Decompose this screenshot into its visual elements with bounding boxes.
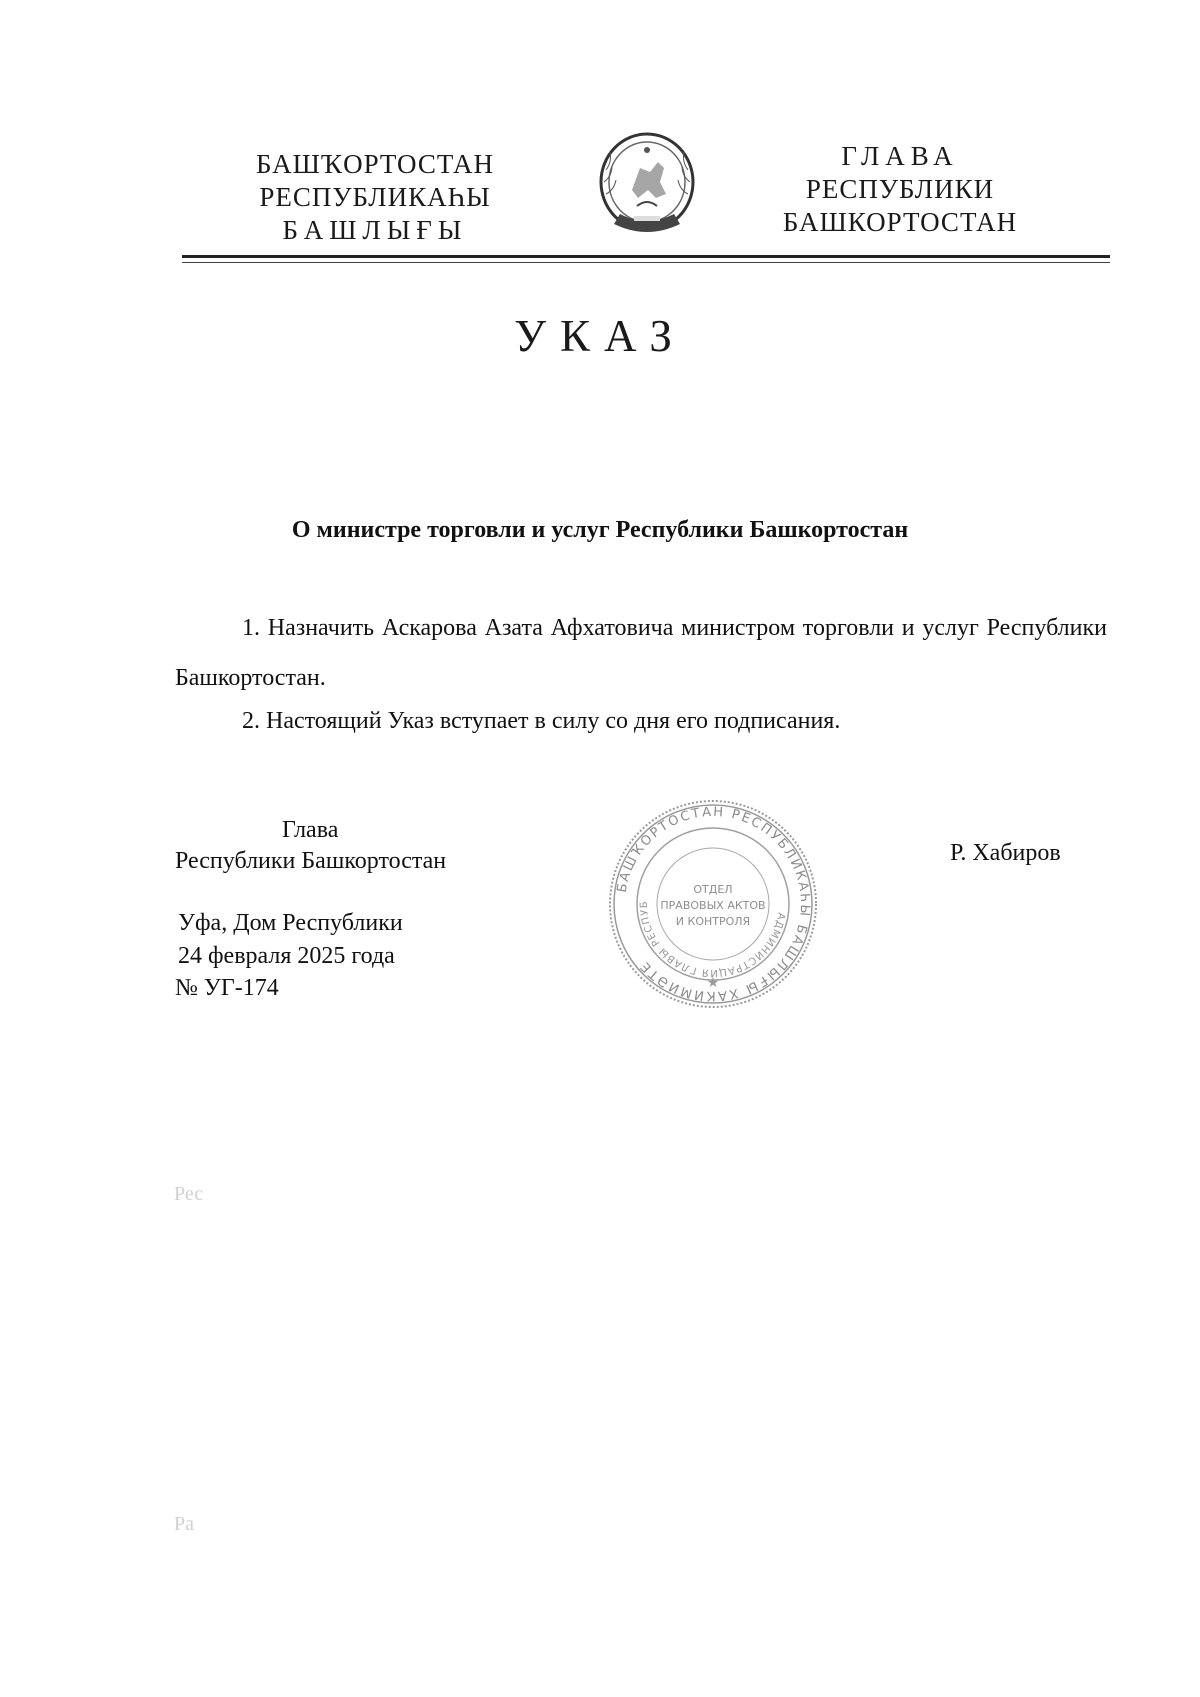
- document-number: № УГ-174: [175, 975, 279, 1001]
- header-right-line-1: ГЛАВА: [841, 141, 959, 171]
- header-left-line-1: БАШҠОРТОСТАН: [255, 149, 495, 179]
- header-right-block: [765, 140, 1035, 239]
- document-type-title: УКАЗ: [514, 311, 686, 361]
- header-divider-thick: [182, 255, 1110, 258]
- paragraph-2: 2. Настоящий Указ вступает в силу со дня его подписания.: [242, 708, 841, 734]
- signatory-title-line-2: Республики Башкортостан: [175, 848, 447, 874]
- document-subject: О министре торговли и услуг Республики Башкортостан: [291, 517, 909, 543]
- header-left-line-2: РЕСПУБЛИКАҺЫ: [259, 182, 491, 212]
- official-seal-stamp: [606, 797, 820, 1011]
- faint-mark-1: Рес: [174, 1183, 204, 1205]
- coat-of-arms-emblem-icon: [592, 130, 702, 242]
- header-left-block: [225, 148, 525, 247]
- signing-place: Уфа, Дом Республики: [178, 910, 403, 936]
- stamp-center-line-3: И КОНТРОЛЯ: [675, 915, 751, 928]
- stamp-center-line-1: ОТДЕЛ: [693, 883, 733, 896]
- stamp-inner-ring-text: АДМИНИСТРАЦИЯ ГЛАВЫ РЕСПУБ: [638, 900, 787, 979]
- header-right-line-3: БАШКОРТОСТАН: [782, 207, 1018, 237]
- signing-date: 24 февраля 2025 года: [178, 943, 395, 969]
- paragraph-1: 1. Назначить Аскарова Азата Афхатовича министром торговли и услуг Республики Башкортостан.: [175, 615, 1107, 691]
- stamp-outer-ring-text: БАШҠОРТОСТАН РЕСПУБЛИКАҺЫ БАШЛЫҒЫ ХАКИМИӘТЕ: [614, 804, 813, 1004]
- header-right-line-2: РЕСПУБЛИКИ: [805, 174, 995, 204]
- svg-text:★: ★: [706, 976, 720, 991]
- faint-mark-2: Ра: [174, 1513, 194, 1535]
- signatory-title-line-1: Глава: [282, 817, 339, 843]
- header-divider-thin: [182, 262, 1110, 263]
- signatory-name: Р. Хабиров: [950, 840, 1061, 866]
- header-left-line-3: БАШЛЫҒЫ: [282, 215, 468, 245]
- stamp-center-line-2: ПРАВОВЫХ АКТОВ: [660, 899, 766, 912]
